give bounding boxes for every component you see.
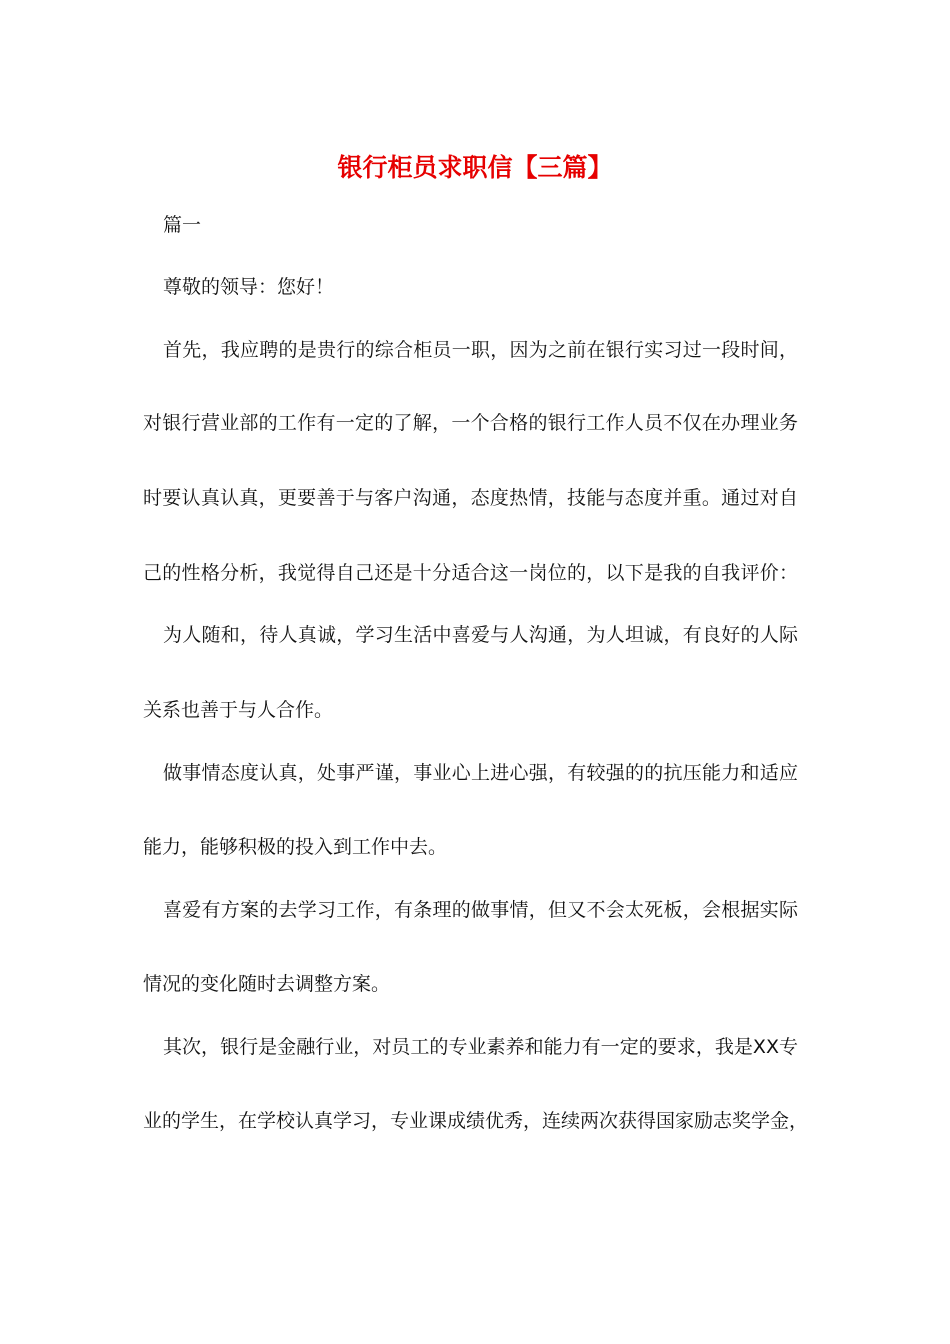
paragraph-line: 情况的变化随时去调整方案。 [143, 973, 391, 995]
paragraph-line: 己的性格分析，我觉得自己还是十分适合这一岗位的，以下是我的自我评价： [143, 562, 798, 584]
paragraph-line: 对银行营业部的工作有一定的了解，一个合格的银行工作人员不仅在办理业务 [143, 412, 798, 434]
paragraph-line: 做事情态度认真，处事严谨，事业心上进心强，有较强的的抗压能力和适应 [163, 762, 798, 784]
paragraph-line: 关系也善于与人合作。 [143, 699, 334, 721]
paragraph-line: 为人随和，待人真诚，学习生活中喜爱与人沟通，为人坦诚，有良好的人际 [163, 624, 798, 646]
paragraph-line: 其次，银行是金融行业，对员工的专业素养和能力有一定的要求，我是XX专 [163, 1036, 798, 1058]
paragraph-line: 喜爱有方案的去学习工作，有条理的做事情，但又不会太死板，会根据实际 [163, 899, 798, 921]
section-heading: 篇一 [163, 214, 202, 236]
salutation: 尊敬的领导：您好！ [163, 276, 335, 298]
paragraph-line: 业的学生，在学校认真学习，专业课成绩优秀，连续两次获得国家励志奖学金， [143, 1110, 809, 1132]
paragraph-line: 首先，我应聘的是贵行的综合柜员一职，因为之前在银行实习过一段时间， [163, 339, 798, 361]
paragraph-line: 时要认真认真，更要善于与客户沟通，态度热情，技能与态度并重。通过对自 [143, 487, 798, 509]
paragraph-line: 能力，能够积极的投入到工作中去。 [143, 836, 448, 858]
document-title: 银行柜员求职信【三篇】 [337, 153, 613, 182]
